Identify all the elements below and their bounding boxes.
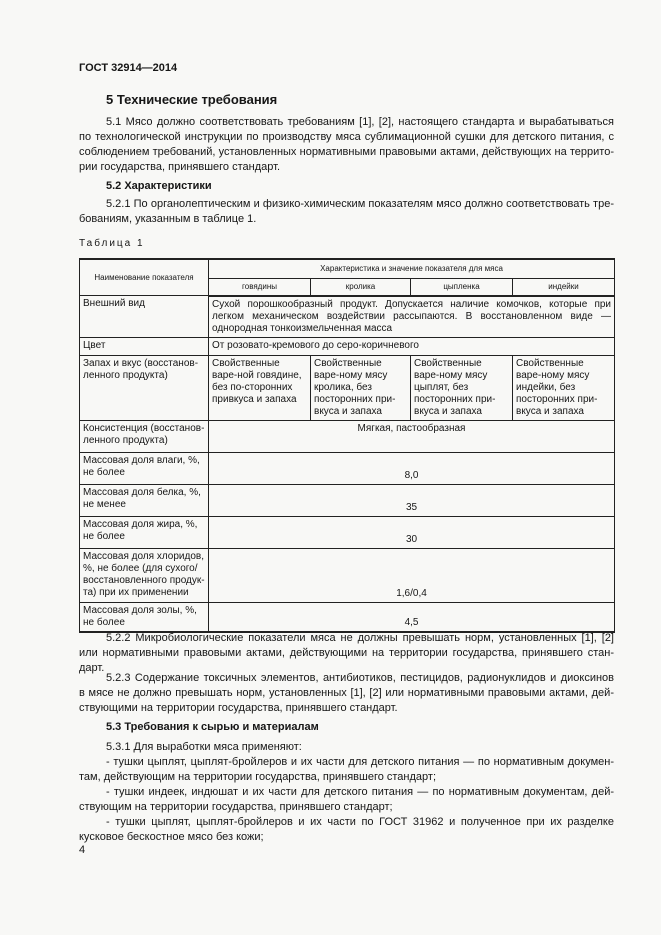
text-line: ствующими на территории государства, принявшего стандарт. (79, 702, 398, 714)
row-value-color: От розовато-кремового до серо-коричневого (209, 337, 615, 355)
paragraph-5-2-1 (79, 197, 614, 227)
row-name-fat: Массовая доля жира, %, не более (80, 516, 209, 548)
table-row (80, 355, 615, 420)
row-name-chlorides: Массовая доля хлоридов, %, не более (для сухого/восстановленного продук-та) при их применении (80, 548, 209, 602)
list-item: - тушки индеек, индюшат и их части для детского питания — по нормативным документам, дей- (106, 786, 614, 798)
row-value-ash: 4,5 (209, 602, 615, 632)
table-row (80, 516, 615, 548)
row-value-smell-beef: Свойственные варе-ной говядине, без по-сторонних привкуса и запаха (209, 355, 311, 420)
row-name-moisture: Массовая доля влаги, %, не более (80, 452, 209, 484)
table-row (80, 548, 615, 602)
row-name-appearance: Внешний вид (80, 296, 209, 338)
row-value-protein: 35 (209, 484, 615, 516)
list-item: - тушки цыплят, цыплят-бройлеров и их части для детского питания — по нормативным докумен- (106, 756, 614, 768)
row-value-appearance: Сухой порошкообразный продукт. Допускается наличие комочков, которые при легком механическом воздействии рассыпаются. В восстановленном виде — однородная тонкоизмельченная масса (209, 296, 615, 338)
text-line: 5.1 Мясо должно соответствовать требованиям [1], [2], настоящего стандарта и вырабатываться (106, 116, 614, 128)
table-row (80, 296, 615, 338)
row-value-fat: 30 (209, 516, 615, 548)
row-name-smell: Запах и вкус (восстанов-ленного продукта) (80, 355, 209, 420)
text-line: 5.2.3 Содержание токсичных элементов, антибиотиков, пестицидов, радионуклидов и диоксинов (106, 672, 614, 684)
section-title: 5 Технические требования (106, 92, 278, 107)
paragraph-5-3-1 (79, 740, 614, 845)
subsection-title-5-2: 5.2 Характеристики (106, 180, 212, 192)
table-row (80, 337, 615, 355)
row-value-chlorides: 1,6/0,4 (209, 548, 615, 602)
column-header-turkey: индейки (513, 278, 615, 296)
text-line: дарт. (79, 662, 105, 674)
text-line: или нормативными правовыми актами, действующими на территории государства, принявшего стан- (79, 647, 614, 659)
text-line: там, действующим на территории государства, принявшего стандарт; (79, 771, 437, 783)
column-header-rabbit: кролика (311, 278, 411, 296)
row-name-protein: Массовая доля белка, %, не менее (80, 484, 209, 516)
row-value-consistency: Мягкая, пастообразная (209, 420, 615, 452)
text-line: соблюдением требований, установленных нормативными правовыми актами, действующих на террито- (79, 146, 614, 158)
row-name-consistency: Консистенция (восстанов-ленного продукта) (80, 420, 209, 452)
text-line: 5.3.1 Для выработки мяса применяют: (106, 741, 302, 753)
row-value-moisture: 8,0 (209, 452, 615, 484)
subsection-title-5-3: 5.3 Требования к сырью и материалам (106, 721, 319, 733)
table-row (80, 602, 615, 632)
text-line: рии государства, принявшего стандарт. (79, 161, 281, 173)
requirements-table (79, 258, 615, 633)
row-name-color: Цвет (80, 337, 209, 355)
paragraph-5-2-2 (79, 631, 614, 676)
column-group-header: Характеристика и значение показателя для мяса (209, 259, 615, 278)
paragraph-5-2-3 (79, 671, 614, 716)
text-line: 5.2.1 По органолептическим и физико-химическим показателям мясо должно соответствовать тре- (106, 198, 614, 210)
text-line: кусковое бескостное мясо без кожи; (79, 831, 264, 843)
row-value-smell-chicken: Свойственные варе-ному мясу цыплят, без посторонних при-вкуса и запаха (411, 355, 513, 420)
paragraph-5-1 (79, 115, 614, 175)
text-line: по технологической инструкции по производству мяса сублимационной сушки для детского питания, с (79, 131, 614, 143)
column-header-beef: говядины (209, 278, 311, 296)
column-header-indicator: Наименование показателя (80, 259, 209, 296)
table-caption: Таблица 1 (79, 238, 145, 249)
text-line: в мясе не должно превышать норм, установленных [1], [2] или нормативными правовыми актами, дей- (79, 687, 614, 699)
row-value-smell-turkey: Свойственные варе-ному мясу индейки, без посторонних при-вкуса и запаха (513, 355, 615, 420)
page-number: 4 (79, 844, 86, 856)
list-item: - тушки цыплят, цыплят-бройлеров и их части по ГОСТ 31962 и полученное при их разделке (106, 816, 614, 828)
text-line: бованиям, указанным в таблице 1. (79, 213, 257, 225)
text-line: 5.2.2 Микробиологические показатели мяса не должны превышать норм, установленных [1], [2] (106, 632, 614, 644)
text-line: ствующим на территории государства, принявшего стандарт; (79, 801, 393, 813)
column-header-chicken: цыпленка (411, 278, 513, 296)
table-row (80, 452, 615, 484)
table-row (80, 420, 615, 452)
document-header: ГОСТ 32914—2014 (79, 62, 178, 74)
row-value-smell-rabbit: Свойственные варе-ному мясу кролика, без посторонних при-вкуса и запаха (311, 355, 411, 420)
row-name-ash: Массовая доля золы, %, не более (80, 602, 209, 632)
table-row (80, 484, 615, 516)
